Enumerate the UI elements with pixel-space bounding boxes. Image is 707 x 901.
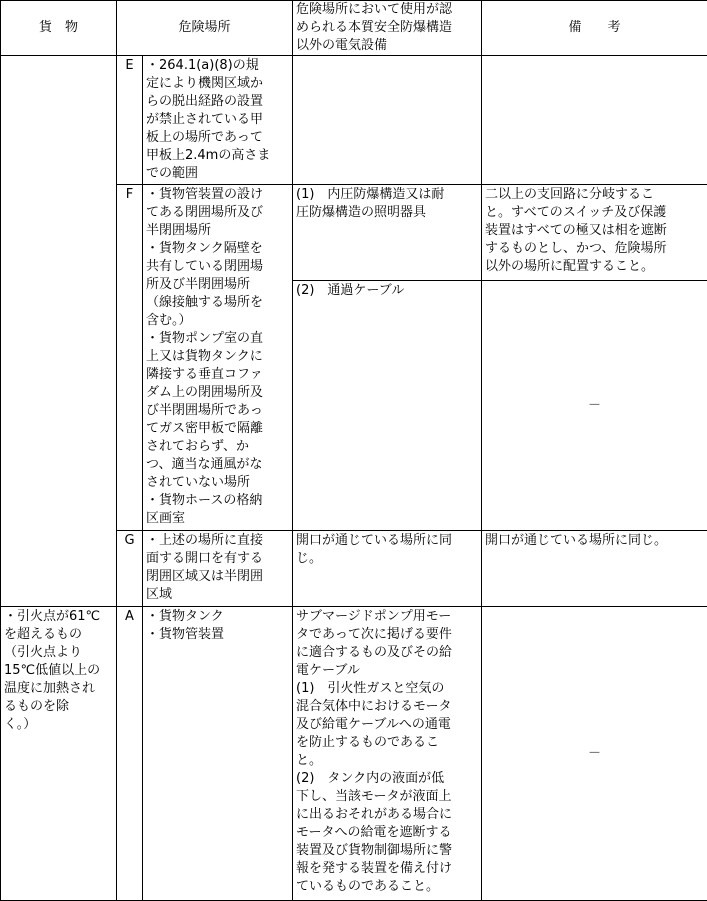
location-a: ・貨物タンク ・貨物管装置 — [143, 607, 293, 901]
location-g: ・上述の場所に直接 面する開口を有する 閉囲区域又は半閉囲 区域 — [143, 531, 293, 607]
header-cargo: 貨 物 — [1, 1, 117, 56]
remarks-a: － — [482, 607, 707, 901]
equipment-a: サブマージドポンプ用モー タであって次に掲げる要件 に適合するもの及びその給 電ケーブル (1) 引火性ガスと空気の 混合気体中におけるモータ 及び給電ケーブルへの通電 を防止するものであるこ と。 (2) タンク内の液面が低 下し、当該モータが液面上 に出るおそれがある場合に モータへの給電を遮断する 装置及び貨物制御場所に警 報を発する装置を備え付け ているものであること。 — [293, 607, 482, 901]
location-e: ・264.1(a)(8)の規 定により機関区域か らの脱出経路の設置 が禁止されている甲 板上の場所であって 甲板上2.4mの高さま での範囲 — [143, 56, 293, 185]
remarks-f-2: － — [482, 281, 707, 531]
remarks-f-1: 二以上の支回路に分岐するこ と。すべてのスイッチ及び保護 装置はすべての極又は相を遮断 するものとし、かつ、危険場所 以外の場所に配置すること。 — [482, 185, 707, 281]
zone-code-e: E — [117, 56, 143, 185]
zone-code-f: F — [117, 185, 143, 531]
equipment-f-1: (1) 内圧防爆構造又は耐 圧防爆構造の照明器具 — [293, 185, 482, 281]
location-f: ・貨物管装置の設け てある閉囲場所及び 半閉囲場所 ・貨物タンク隔壁を 共有している閉囲場 所及び半閉囲場所 （線接触する場所を 含む。） ・貨物ポンプ室の直 上又は貨物タンクに 隣接する垂直コファ ダム上の閉囲場所及 び半閉囲場所であっ てガス密甲板で隔離 されておらず、か つ、適当な通風がな されていない場所 ・貨物ホースの格納 区画室 — [143, 185, 293, 531]
equipment-e — [293, 56, 482, 185]
equipment-g: 開口が通じている場所に同 じ。 — [293, 531, 482, 607]
zone-code-g: G — [117, 531, 143, 607]
zone-code-a: A — [117, 607, 143, 901]
header-location: 危険場所 — [117, 1, 293, 56]
remarks-g: 開口が通じている場所に同じ。 — [482, 531, 707, 607]
cargo-cell-empty — [1, 56, 117, 607]
header-equipment: 危険場所において使用が認 められる本質安全防爆構造 以外の電気設備 — [293, 1, 482, 56]
equipment-f-2: (2) 通過ケーブル — [293, 281, 482, 531]
header-remarks: 備 考 — [482, 1, 707, 56]
table-row-a — [1, 607, 707, 901]
remarks-e — [482, 56, 707, 185]
cargo-a: ・引火点が61℃ を超えるもの （引火点より 15℃低値以上の 温度に加熱され るものを除 く。） — [1, 607, 117, 901]
table-row-e — [1, 56, 707, 185]
header-row — [1, 1, 707, 56]
